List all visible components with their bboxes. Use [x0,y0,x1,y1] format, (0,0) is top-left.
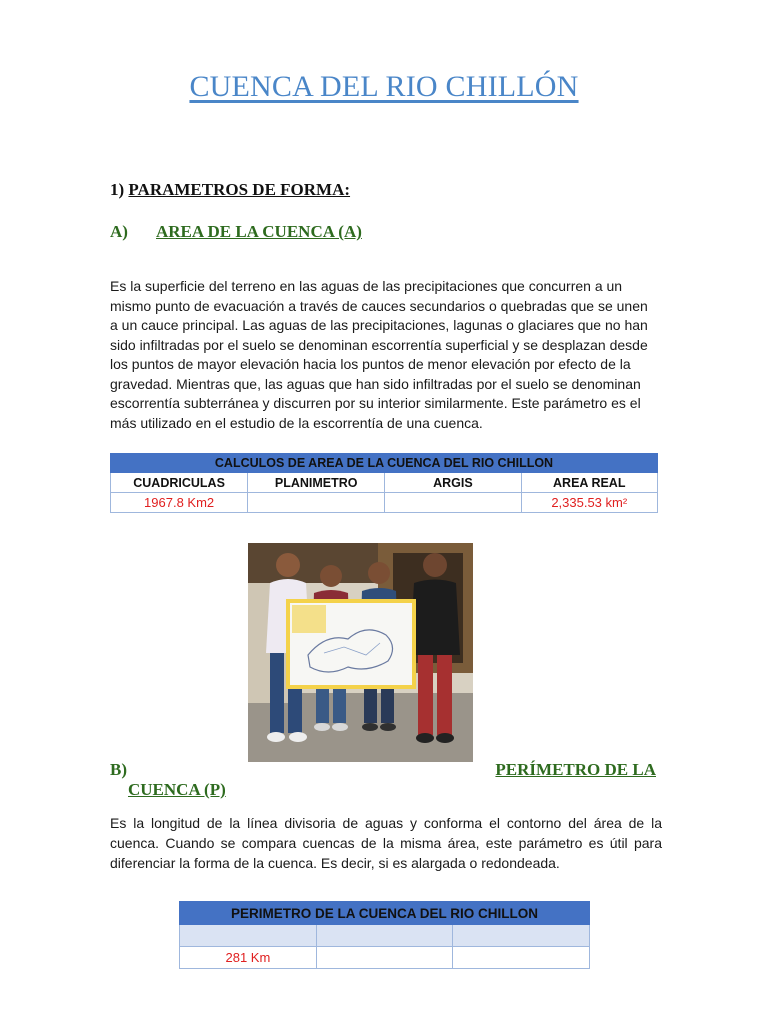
perimeter-cell [453,947,590,969]
paragraph-line: los puntos de mayor elevación hacia los puntos de menor elevación por efecto de la [110,356,631,372]
section-b-heading-part1: PERÍMETRO DE LA [495,760,656,779]
perimeter-table [179,901,590,969]
value-planimetro [248,493,385,513]
column-header-planimetro: PLANIMETRO [248,473,385,493]
group-photo [248,543,473,762]
section-1-number: 1) [110,180,125,199]
perimeter-cell [316,925,453,947]
column-header-area-real: AREA REAL [521,473,658,493]
section-b-heading-part2: CUENCA (P) [128,780,226,799]
perimeter-value: 281 Km [180,947,317,969]
value-cuadriculas: 1967.8 Km2 [111,493,248,513]
paragraph-line: Es la superficie del terreno en las aguas de las precipitaciones que concurren a un [110,278,623,294]
column-header-argis: ARGIS [385,473,521,493]
paragraph-line: cuenca. Cuando se compara cuencas de la misma área, este parámetro es útil para [110,835,662,851]
section-a-paragraph [110,277,662,433]
paragraph-line: Es la longitud de la línea divisoria de aguas y conforma el contorno del área de la [110,815,662,831]
paragraph-line: escorrentía subterránea y discurren por su interior similarmente. Este parámetro es el [110,395,641,411]
section-b-paragraph [110,813,662,873]
paragraph-line: diferenciar la forma de la cuenca. Es decir, si es alargada o redondeada. [110,855,560,871]
perimeter-table-title: PERIMETRO DE LA CUENCA DEL RIO CHILLON [180,902,590,925]
paragraph-line: a un cauce principal. Las aguas de las precipitaciones, lagunas o glaciares que no han [110,317,648,333]
area-table-title: CALCULOS DE AREA DE LA CUENCA DEL RIO CHILLON [111,454,658,473]
perimeter-cell [453,925,590,947]
page-title: CUENCA DEL RIO CHILLÓN [189,70,579,103]
perimeter-cell [316,947,453,969]
area-table [110,453,658,513]
paragraph-line: sido infiltradas por el suelo se denominan escorrentía superficial y se desplazan desde [110,336,648,353]
paragraph-line: gravedad. Mientras que, las aguas que han sido infiltradas por el suelo se denominan [110,375,641,392]
paragraph-line: más utilizado en el estudio de la escorrentía de una cuenca. [110,414,483,431]
column-header-cuadriculas: CUADRICULAS [111,473,248,493]
group-photo-illustration [248,543,473,762]
perimeter-cell [180,925,317,947]
paragraph-line: mismo punto de evacuación a través de cauces secundarios o quebradas que se unen [110,297,648,314]
section-1-title: PARAMETROS DE FORMA: [128,180,351,199]
section-1-heading [110,180,350,200]
section-a-heading: AREA DE LA CUENCA (A) [156,222,362,241]
value-argis [385,493,521,513]
section-a-letter: A) [110,222,128,241]
section-b-letter: B) [110,760,127,779]
value-area-real: 2,335.53 km² [521,493,658,513]
